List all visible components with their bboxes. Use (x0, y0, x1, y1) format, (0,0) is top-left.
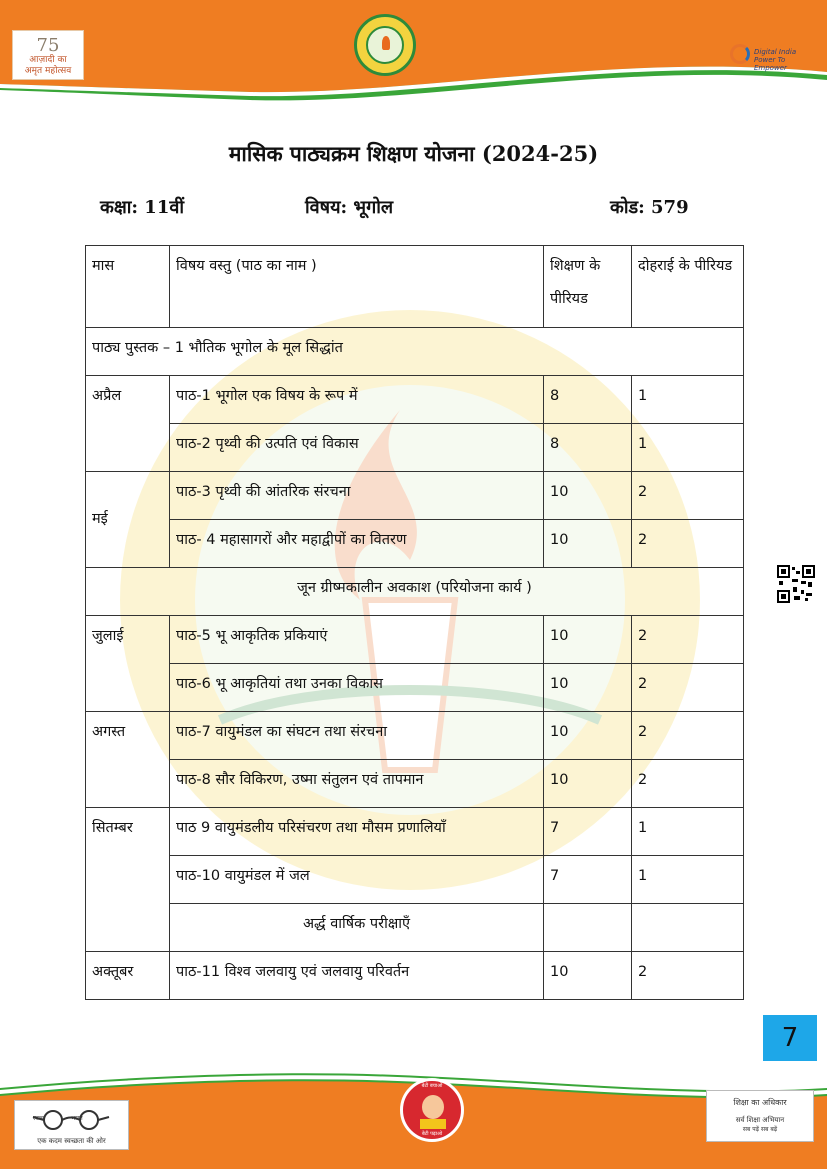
revise-cell: 1 (632, 424, 744, 472)
lesson-cell: पाठ- 4 महासागरों और महाद्वीपों का वितरण (170, 520, 544, 568)
lesson-cell: पाठ-3 पृथ्वी की आंतरिक संरचना (170, 472, 544, 520)
month-august: अगस्त (86, 712, 170, 808)
class-label: कक्षा: 11वीं (100, 197, 185, 218)
rte-line3: सब पढ़ें सब बढ़ें (742, 1126, 778, 1133)
table-row (86, 712, 744, 760)
table-row (86, 664, 744, 712)
teach-cell: 10 (544, 712, 632, 760)
lesson-cell: पाठ-2 पृथ्वी की उत्पति एवं विकास (170, 424, 544, 472)
lesson-cell: पाठ-10 वायुमंडल में जल (170, 856, 544, 904)
month-september: सितम्बर (86, 808, 170, 952)
book-section-row (86, 328, 744, 376)
girl-face-icon (422, 1095, 444, 1119)
table-row (86, 520, 744, 568)
header-revision-periods: दोहराई के पीरियड (632, 246, 744, 328)
digital-india-logo (730, 44, 810, 70)
table-row (86, 472, 744, 520)
digital-india-ring-icon (730, 44, 750, 64)
beti-bachao-bottom: बेटी पढ़ाओ (421, 1131, 443, 1137)
header-content: विषय वस्तु (पाठ का नाम ) (170, 246, 544, 328)
revise-cell-empty (632, 904, 744, 952)
month-may: मई (86, 472, 170, 568)
swachh-tagline: एक कदम स्वच्छता की ओर (37, 1137, 106, 1145)
table-row (86, 808, 744, 856)
book-section-title: पाठ्य पुस्तक – 1 भौतिक भूगोल के मूल सिद्धांत (86, 328, 744, 376)
beti-bachao-logo (400, 1078, 464, 1142)
rte-line2: सर्व शिक्षा अभियान (735, 1116, 785, 1124)
month-october: अक्तूबर (86, 952, 170, 1000)
table-row (86, 616, 744, 664)
revise-cell: 1 (632, 808, 744, 856)
syllabus-table (85, 245, 744, 1000)
swachh-word2: भारत (71, 1115, 83, 1122)
table-row (86, 760, 744, 808)
revise-cell: 2 (632, 664, 744, 712)
header-month: मास (86, 246, 170, 328)
code-label: कोड: 579 (610, 197, 689, 218)
right-to-education-logo (706, 1090, 814, 1142)
revise-cell: 1 (632, 856, 744, 904)
swachh-bharat-logo (14, 1100, 129, 1150)
swachh-word1: स्वच्छ (33, 1115, 46, 1122)
digital-india-line1: Digital India (754, 48, 797, 56)
revise-cell: 1 (632, 376, 744, 424)
vacation-note: जून ग्रीष्मकालीन अवकाश (परियोजना कार्य ) (86, 568, 744, 616)
vacation-row (86, 568, 744, 616)
lesson-cell: पाठ-1 भूगोल एक विषय के रूप में (170, 376, 544, 424)
rte-title: शिक्षा का अधिकार (733, 1098, 787, 1107)
torch-icon (382, 36, 390, 50)
table-row (86, 376, 744, 424)
lesson-cell: पाठ-11 विश्व जलवायु एवं जलवायु परिवर्तन (170, 952, 544, 1000)
teach-cell: 8 (544, 424, 632, 472)
teach-cell: 7 (544, 856, 632, 904)
logo-number: 75 (36, 35, 60, 56)
azadi-amrit-mahotsav-logo (12, 30, 84, 80)
teach-cell: 10 (544, 760, 632, 808)
lesson-cell: पाठ-6 भू आकृतियां तथा उनका विकास (170, 664, 544, 712)
page-number-badge: 7 (763, 1015, 817, 1061)
table-row (86, 424, 744, 472)
logo-line2: अमृत महोत्सव (24, 66, 72, 76)
revise-cell: 2 (632, 712, 744, 760)
revise-cell: 2 (632, 760, 744, 808)
qr-code[interactable] (777, 565, 815, 603)
teach-cell: 8 (544, 376, 632, 424)
month-july: जुलाई (86, 616, 170, 712)
teach-cell: 10 (544, 952, 632, 1000)
book-icon (420, 1119, 446, 1129)
revise-cell: 2 (632, 520, 744, 568)
revise-cell: 2 (632, 616, 744, 664)
logo-line1: आज़ादी का (29, 55, 67, 65)
beti-bachao-top: बेटी बचाओ (421, 1083, 443, 1089)
month-april: अप्रैल (86, 376, 170, 472)
lesson-cell: पाठ 9 वायुमंडलीय परिसंचरण तथा मौसम प्रणालियाँ (170, 808, 544, 856)
teach-cell: 10 (544, 616, 632, 664)
lesson-cell: पाठ-5 भू आकृतिक प्रकियाएं (170, 616, 544, 664)
teach-cell: 10 (544, 472, 632, 520)
teach-cell-empty (544, 904, 632, 952)
page-header (0, 0, 827, 110)
teach-cell: 10 (544, 664, 632, 712)
exam-row (86, 904, 744, 952)
subject-label: विषय: भूगोल (305, 197, 394, 218)
lesson-cell: पाठ-7 वायुमंडल का संघटन तथा संरचना (170, 712, 544, 760)
revise-cell: 2 (632, 472, 744, 520)
digital-india-line2: Power To Empower (754, 56, 787, 72)
table-row (86, 856, 744, 904)
revise-cell: 2 (632, 952, 744, 1000)
teach-cell: 7 (544, 808, 632, 856)
page-title: मासिक पाठ्यक्रम शिक्षण योजना (2024-25) (228, 141, 599, 166)
table-row (86, 952, 744, 1000)
board-emblem (354, 14, 416, 76)
page-footer (0, 1060, 827, 1169)
table-header-row (86, 246, 744, 328)
lesson-cell: पाठ-8 सौर विकिरण, उष्मा संतुलन एवं तापमान (170, 760, 544, 808)
header-teaching-periods: शिक्षण के पीरियड (544, 246, 632, 328)
half-yearly-exam: अर्द्ध वार्षिक परीक्षाएँ (170, 904, 544, 952)
teach-cell: 10 (544, 520, 632, 568)
